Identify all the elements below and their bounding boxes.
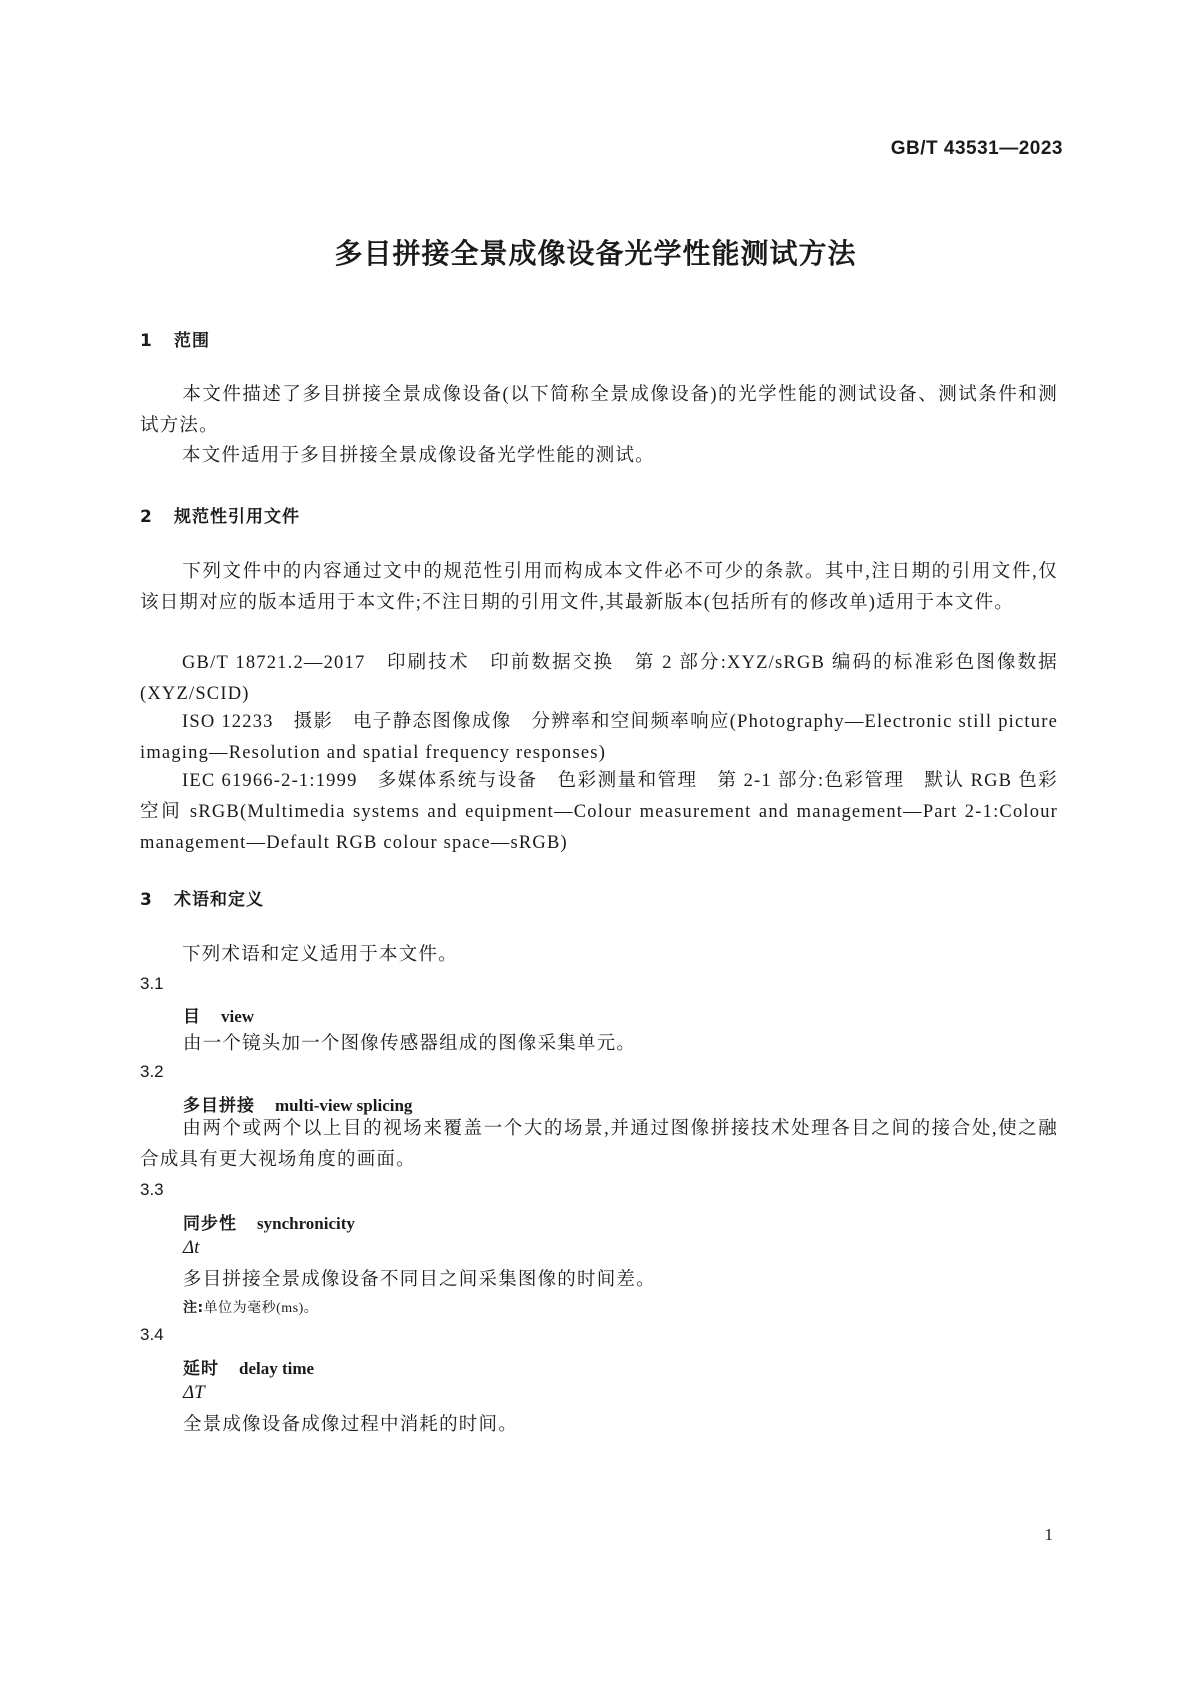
section-1-paragraph-1: 本文件描述了多目拼接全景成像设备(以下简称全景成像设备)的光学性能的测试设备、测试条件和测试方法。 (140, 385, 1058, 436)
term-symbol: ΔT (183, 1382, 205, 1403)
term-zh: 同步性 (183, 1214, 237, 1234)
reference-item: ISO 12233 摄影 电子静态图像成像 分辨率和空间频率响应(Photography—Electronic still picture imaging—Resolution and spatial frequency responses) (140, 712, 1058, 763)
section-2-heading (140, 502, 300, 527)
clause-number: 3.4 (140, 1325, 164, 1344)
section-2-paragraph-1: 下列文件中的内容通过文中的规范性引用而构成本文件必不可少的条款。其中,注日期的引用文件,仅该日期对应的版本适用于本文件;不注日期的引用文件,其最新版本(包括所有的修改单)适用于本文件。 (140, 562, 1058, 613)
term-entry (183, 1002, 254, 1027)
section-3-intro: 下列术语和定义适用于本文件。 (182, 945, 458, 965)
term-zh: 目 (183, 1007, 201, 1027)
term-definition: 由一个镜头加一个图像传感器组成的图像采集单元。 (183, 1034, 637, 1054)
term-zh: 延时 (183, 1359, 219, 1379)
section-title: 范围 (174, 331, 210, 351)
term-definition: 多目拼接全景成像设备不同目之间采集图像的时间差。 (183, 1270, 656, 1290)
section-number: 1 (140, 331, 153, 351)
section-title: 规范性引用文件 (174, 507, 300, 527)
term-zh: 多目拼接 (183, 1096, 255, 1116)
section-title: 术语和定义 (174, 890, 264, 910)
document-title: 多目拼接全景成像设备光学性能测试方法 (334, 237, 857, 270)
term-note (183, 1297, 318, 1317)
section-number: 3 (140, 890, 153, 910)
note-text: 单位为毫秒(ms)。 (203, 1301, 319, 1316)
clause-number: 3.3 (140, 1180, 164, 1199)
term-en: multi-view splicing (275, 1096, 413, 1115)
term-entry (183, 1354, 314, 1379)
reference-item: IEC 61966-2-1:1999 多媒体系统与设备 色彩测量和管理 第 2-1 部分:色彩管理 默认 RGB 色彩空间 sRGB(Multimedia systems and equipment—Colour measurement and management—Part 2-1:Colour management—Default RGB colour space—sRGB) (140, 771, 1058, 853)
term-definition: 全景成像设备成像过程中消耗的时间。 (183, 1415, 518, 1435)
term-en: synchronicity (257, 1214, 355, 1233)
term-en: delay time (239, 1359, 315, 1378)
section-3-heading (140, 885, 264, 910)
term-entry (183, 1091, 412, 1116)
term-definition: 由两个或两个以上目的视场来覆盖一个大的场景,并通过图像拼接技术处理各目之间的接合处,使之融合成具有更大视场角度的画面。 (140, 1119, 1058, 1170)
term-symbol: Δt (183, 1237, 200, 1258)
page-number: 1 (1044, 1525, 1053, 1544)
reference-item: GB/T 18721.2—2017 印刷技术 印前数据交换 第 2 部分:XYZ/sRGB 编码的标准彩色图像数据(XYZ/SCID) (140, 653, 1058, 704)
section-number: 2 (140, 507, 153, 527)
clause-number: 3.2 (140, 1062, 164, 1081)
term-en: view (221, 1007, 255, 1026)
section-1-paragraph-2: 本文件适用于多目拼接全景成像设备光学性能的测试。 (182, 446, 655, 466)
note-label: 注: (183, 1300, 204, 1316)
clause-number: 3.1 (140, 974, 164, 993)
term-entry (183, 1209, 355, 1234)
section-1-heading (140, 326, 210, 351)
standard-number: GB/T 43531—2023 (890, 138, 1063, 159)
